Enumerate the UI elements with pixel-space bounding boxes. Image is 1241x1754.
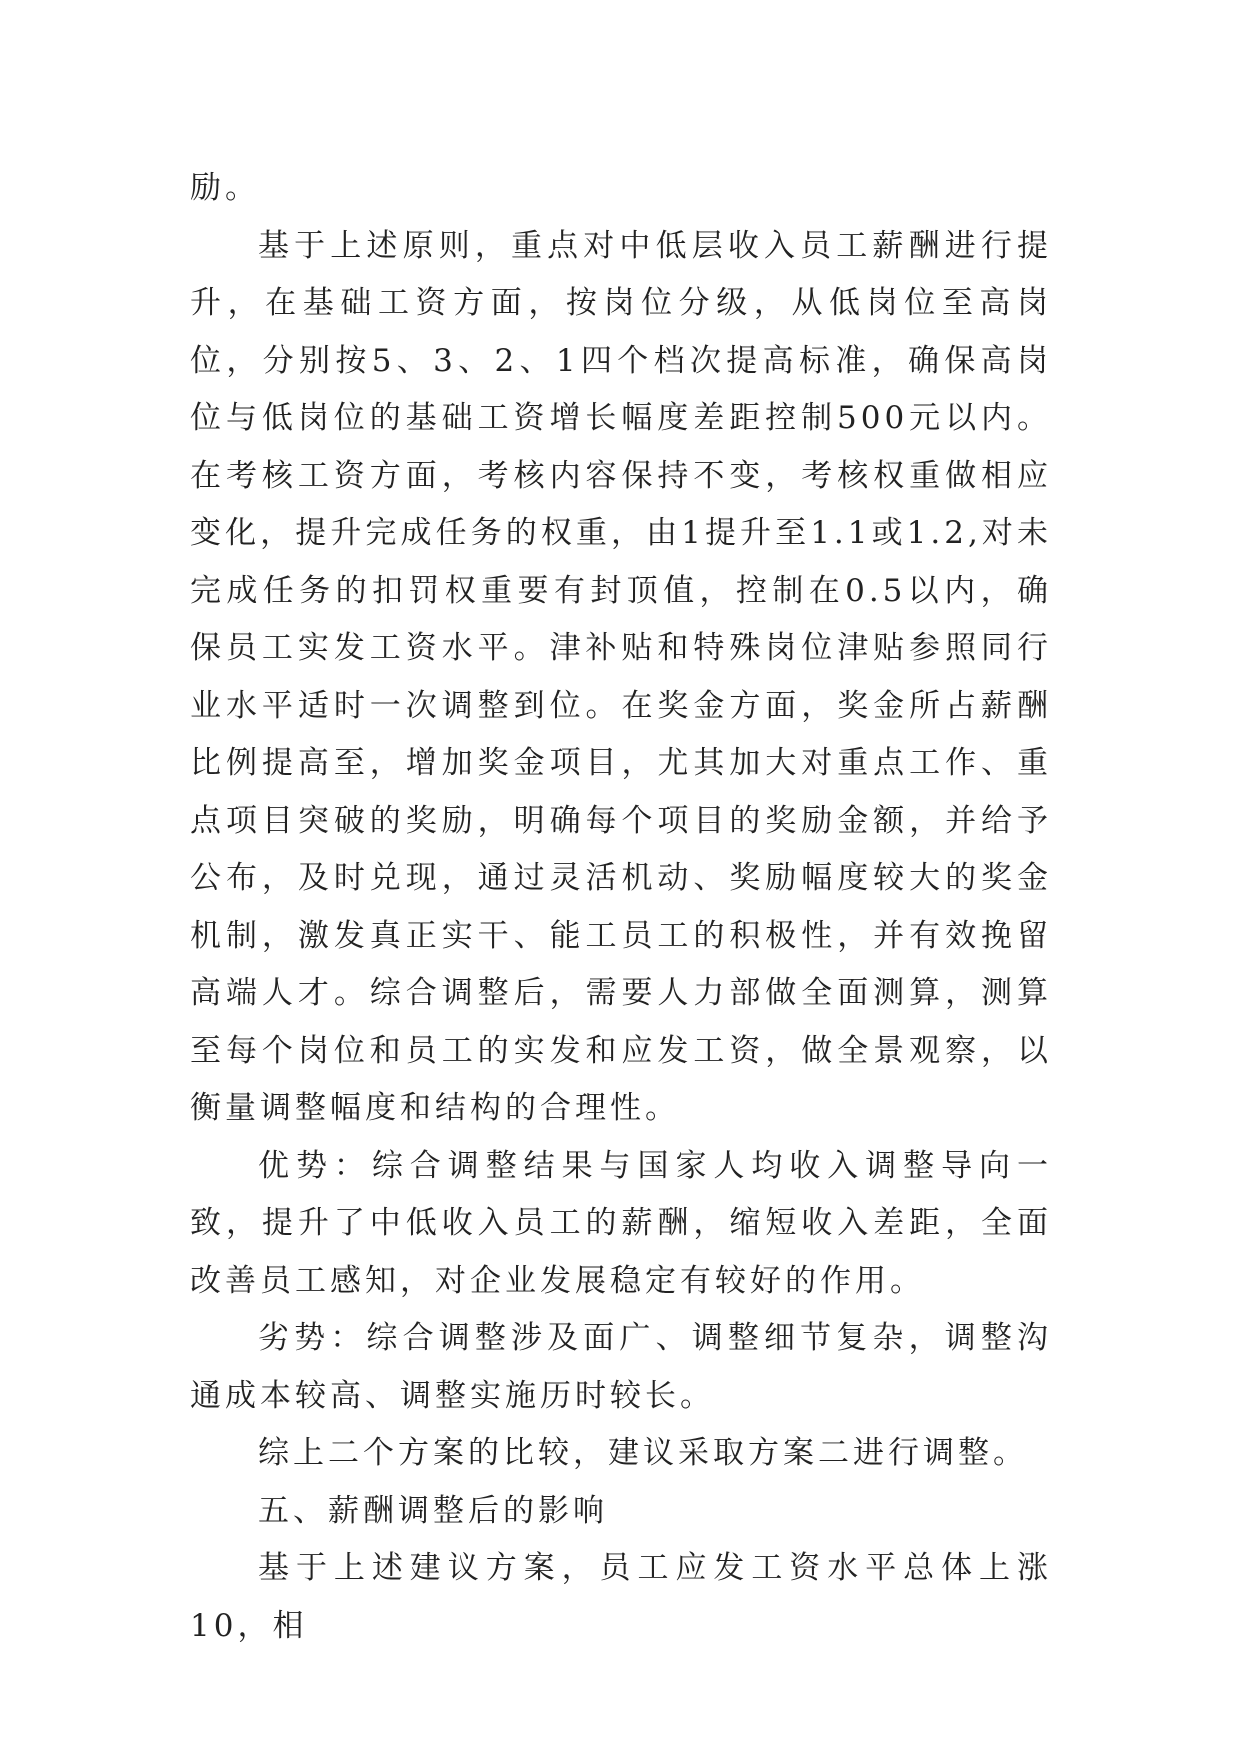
document-body [190, 160, 1052, 1655]
paragraph-continuation: 励。 [190, 170, 260, 206]
section-heading-impact: 五、薪酬调整后的影响 [258, 1492, 608, 1529]
paragraph-disadvantages: 劣势：综合调整涉及面广、调整细节复杂，调整沟通成本较高、调整实施历时较长。 [190, 1320, 1052, 1414]
paragraph-recommendation: 综上二个方案的比较，建议采取方案二进行调整。 [258, 1435, 1028, 1471]
paragraph-impact: 基于上述建议方案，员工应发工资水平总体上涨10，相 [190, 1550, 1052, 1644]
paragraph-salary-plan: 基于上述原则，重点对中低层收入员工薪酬进行提升，在基础工资方面，按岗位分级，从低岗位至高岗位，分别按5、3、2、1四个档次提高标准，确保高岗位与低岗位的基础工资增长幅度差距控制500元以内。在考核工资方面，考核内容保持不变，考核权重做相应变化，提升完成任务的权重，由1提升至1.1或1.2,对未完成任务的扣罚权重要有封顶值，控制在0.5以内，确保员工实发工资水平。津补贴和特殊岗位津贴参照同行业水平适时一次调整到位。在奖金方面，奖金所占薪酬比例提高至，增加奖金项目，尤其加大对重点工作、重点项目突破的奖励，明确每个项目的奖励金额，并给予公布，及时兑现，通过灵活机动、奖励幅度较大的奖金机制，激发真正实干、能工员工的积极性，并有效挽留高端人才。综合调整后，需要人力部做全面测算，测算至每个岗位和员工的实发和应发工资，做全景观察，以衡量调整幅度和结构的合理性。 [190, 227, 1052, 1126]
paragraph-advantages: 优势：综合调整结果与国家人均收入调整导向一致，提升了中低收入员工的薪酬，缩短收入差距，全面改善员工感知，对企业发展稳定有较好的作用。 [190, 1147, 1052, 1299]
